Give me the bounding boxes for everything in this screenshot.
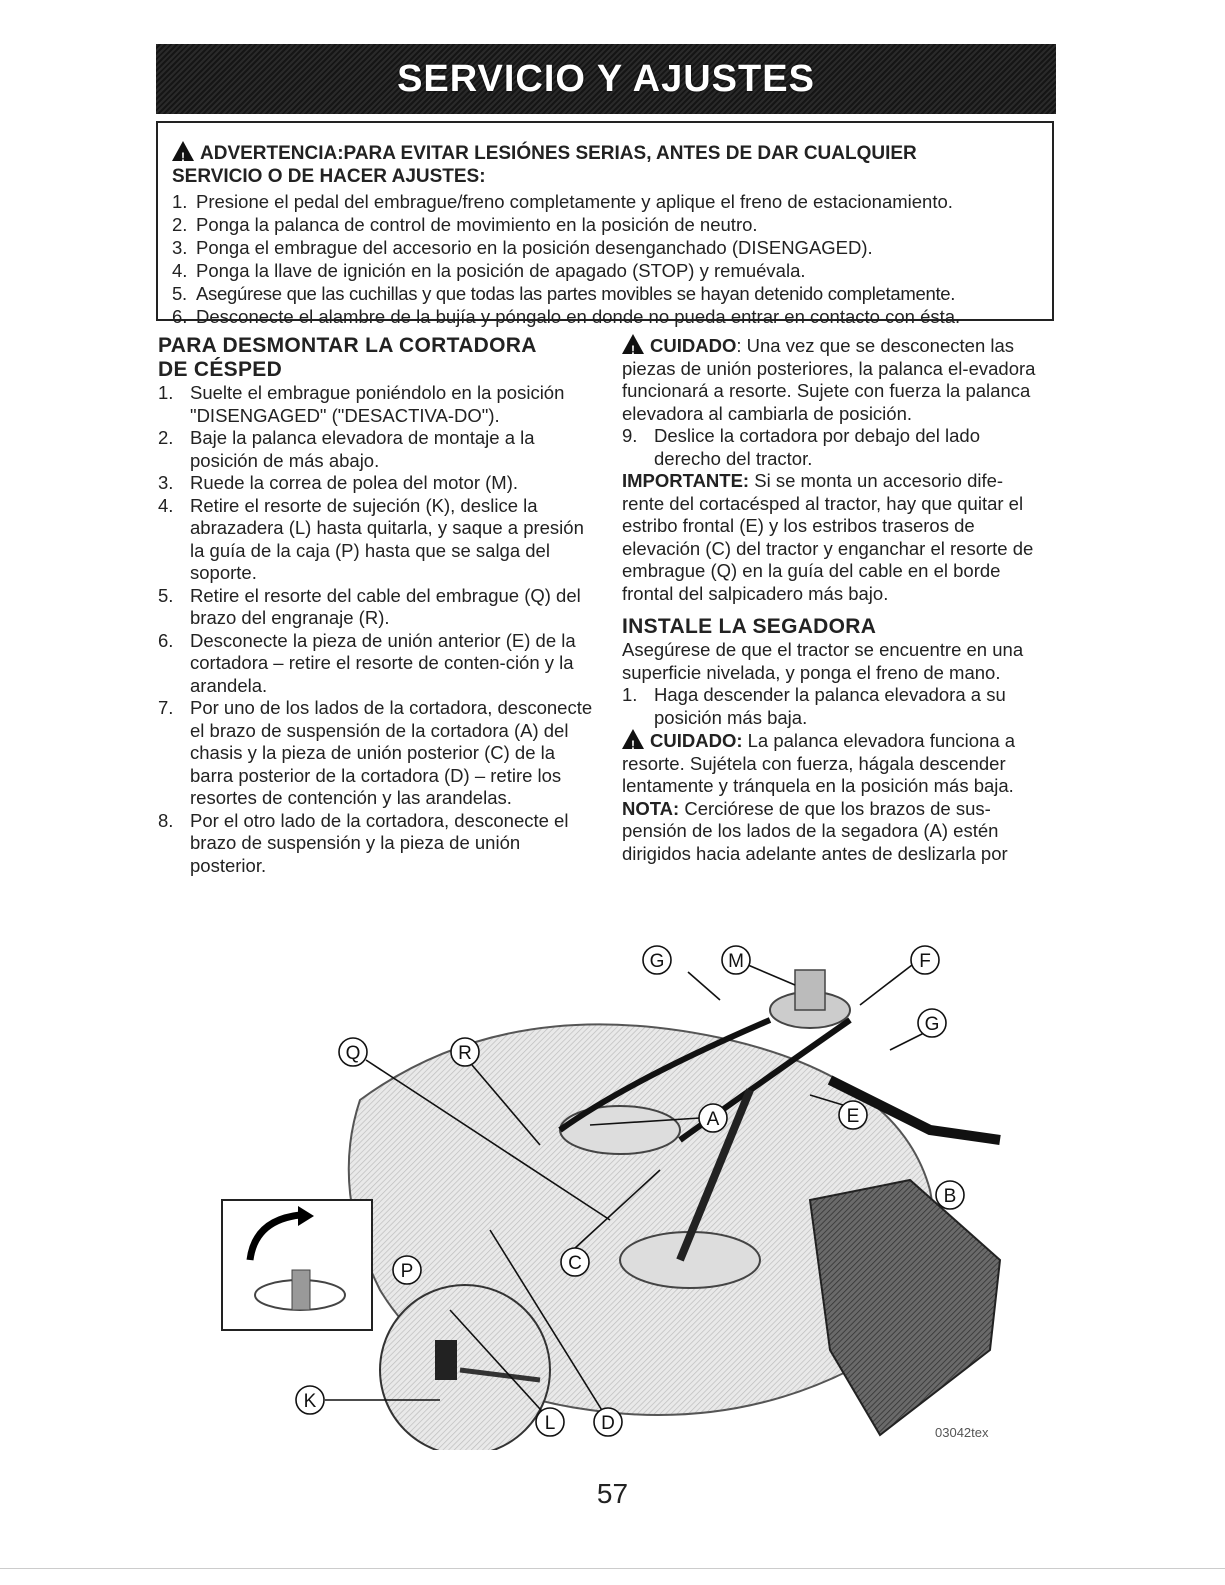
install-intro: Asegúrese de que el tractor se encuentre en una superficie nivelada, y ponga el freno de mano. bbox=[622, 639, 1024, 683]
right-column bbox=[622, 334, 1042, 865]
note-paragraph: NOTA: Cerciórese de que los brazos de sus-pensión de los lados de la segadora (A) estén dirigidos hacia adelante antes de deslizarla por bbox=[622, 797, 1008, 864]
callout-label: D bbox=[601, 1413, 615, 1434]
caution-paragraph: !CUIDADO: Una vez que se desconecten las piezas de unión posteriores, la palanca el-evadora funcionará a resorte. Sujete con fuerza la palanca elevadora al cambiarla de posición. bbox=[622, 334, 1042, 425]
callout-label: L bbox=[544, 1413, 556, 1434]
callout-label: K bbox=[303, 1391, 317, 1412]
warning-icon bbox=[622, 729, 644, 749]
list-item: 2. Ponga la palanca de control de movimiento en la posición de neutro. bbox=[172, 214, 758, 235]
callout-label: G bbox=[924, 1014, 940, 1035]
figure-code: 03042tex bbox=[935, 1425, 989, 1440]
list-item: 2. Baje la palanca elevadora de montaje a la posición de más abajo. bbox=[158, 427, 535, 471]
section-heading: INSTALE LA SEGADORA bbox=[622, 615, 877, 638]
callout-label: G bbox=[649, 951, 665, 972]
list-item: 1. Presione el pedal del embrague/freno completamente y aplique el freno de estacionamiento. bbox=[172, 191, 953, 212]
engine-pulley-shaft bbox=[795, 970, 825, 1010]
list-item: 1. Haga descender la palanca elevadora a su posición más baja. bbox=[622, 684, 1006, 728]
list-item: 7. Por uno de los lados de la cortadora, desconecte el brazo de suspensión de la cortadora (A) del chasis y la pieza de unión posterior (C) de la barra posterior de la cortadora (D) – retire los resortes de contención y las arandelas. bbox=[158, 697, 593, 808]
page-number: 57 bbox=[596, 1478, 629, 1509]
section-heading: PARA DESMONTAR LA CORTADORA DE CÉSPED bbox=[158, 334, 537, 381]
warning-icon bbox=[622, 334, 644, 354]
callout-label: C bbox=[568, 1253, 582, 1274]
list-item: 8. Por el otro lado de la cortadora, desconecte el brazo de suspensión y la pieza de unión posterior. bbox=[158, 809, 569, 876]
list-item: 4. Ponga la llave de ignición en la posición de apagado (STOP) y remuévala. bbox=[172, 260, 806, 281]
important-note: IMPORTANTE: Si se monta un accesorio dife-rente del cortacésped al tractor, hay que quitar el estribo frontal (E) y los estribos traseros de elevación (C) del tractor y enganchar el resorte de embrague (Q) en la guía del cable en el borde frontal del salpicadero más bajo. bbox=[622, 470, 1034, 604]
list-item: 6. Desconecte el alambre de la bujía y póngalo en donde no pueda entrar en contacto con ésta. bbox=[172, 306, 961, 327]
warning-list bbox=[172, 190, 1040, 328]
list-item: 9. Deslice la cortadora por debajo del lado derecho del tractor. bbox=[622, 425, 981, 469]
page-title: SERVICIO Y AJUSTES bbox=[397, 57, 815, 100]
list-item: 1. Suelte el embrague poniéndolo en la posición "DISENGAGED" ("DESACTIVA-DO"). bbox=[158, 382, 565, 426]
pulley bbox=[560, 1106, 680, 1154]
list-item: 5. Asegúrese que las cuchillas y que todas las partes movibles se hayan detenido completamente. bbox=[172, 283, 956, 304]
warning-icon bbox=[172, 141, 194, 161]
removal-steps-continued bbox=[622, 425, 1042, 470]
mower-deck-illustration bbox=[210, 930, 1010, 1450]
warning-box bbox=[156, 121, 1054, 327]
list-item: 3. Ruede la correa de polea del motor (M). bbox=[158, 472, 519, 493]
callout-label: B bbox=[943, 1186, 957, 1207]
install-steps bbox=[622, 684, 1042, 729]
callout-label: Q bbox=[345, 1043, 361, 1064]
callout-label: P bbox=[400, 1261, 414, 1282]
warning-title: !ADVERTENCIA:PARA EVITAR LESIÓNES SERIAS, ANTES DE DAR CUALQUIER SERVICIO O DE HACER AJUSTES: bbox=[172, 141, 1040, 188]
callout-label: R bbox=[458, 1043, 472, 1064]
list-item: 6. Desconecte la pieza de unión anterior (E) de la cortadora – retire el resorte de conten-ción y la arandela. bbox=[158, 629, 576, 696]
detail-circle bbox=[380, 1285, 550, 1450]
list-item: 5. Retire el resorte del cable del embrague (Q) del brazo del engranaje (R). bbox=[158, 584, 581, 628]
caution-paragraph: !CUIDADO: La palanca elevadora funciona a resorte. Sujétela con fuerza, hágala descender lentamente y tránquela en la posición más baja. bbox=[622, 729, 1042, 798]
callout-label: A bbox=[706, 1109, 720, 1130]
callout-label: E bbox=[846, 1106, 860, 1127]
left-column bbox=[158, 334, 598, 877]
section-banner bbox=[156, 44, 1056, 114]
removal-steps bbox=[158, 382, 598, 877]
list-item: 4. Retire el resorte de sujeción (K), deslice la abrazadera (L) hasta quitarla, y saque a presión la guía de la caja (P) hasta que se salga del soporte. bbox=[158, 494, 584, 583]
callout-label: F bbox=[919, 951, 931, 972]
discharge-chute bbox=[810, 1180, 1000, 1435]
callout-label: M bbox=[728, 951, 744, 972]
divider bbox=[0, 1568, 1225, 1569]
list-item: 3. Ponga el embrague del accesorio en la posición desenganchado (DISENGAGED). bbox=[172, 237, 873, 258]
